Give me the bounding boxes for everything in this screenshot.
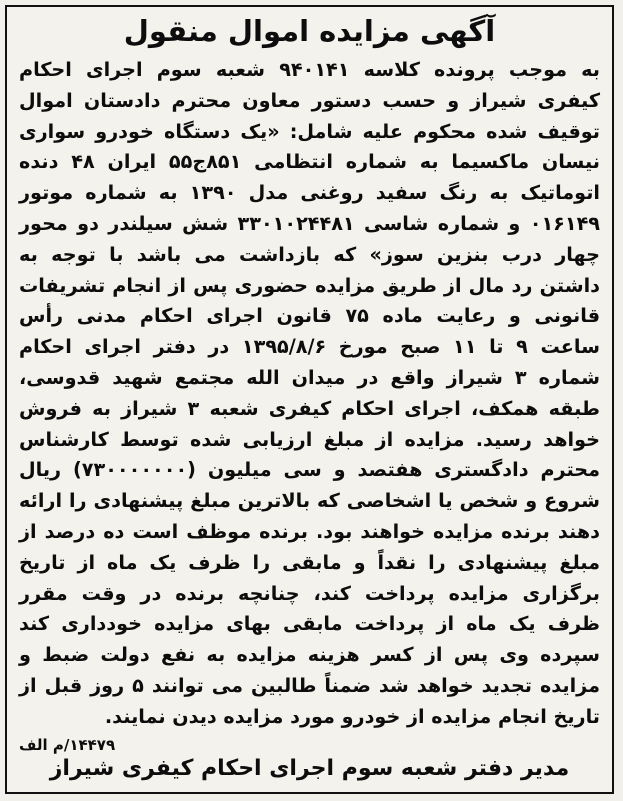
- signature-line: مدیر دفتر شعبه سوم اجرای احکام کیفری شیراز: [49, 756, 570, 781]
- notice-body: [19, 55, 600, 733]
- reference-number: ۱۴۴۷۹/م الف: [19, 735, 116, 754]
- auction-notice: [5, 5, 614, 794]
- notice-body-text: به موجب پرونده کلاسه ۹۴۰۱۴۱ شعبه سوم اجرای احکام کیفری شیراز و حسب دستور معاون محترم دادستان اموال توقیف شده محکوم علیه شامل: «یک دستگاه خودرو سواری نیسان ماکسیما به شماره انتظامی ۸۵۱ج۵۵ ایران ۴۸ دنده اتوماتیک به رنگ سفید روغنی مدل ۱۳۹۰ به شماره موتور ۰۱۶۱۴۹ و شماره شاسی ۳۳۰۱۰۲۴۴۸۱ شش سیلندر دو محور چهار درب بنزین سوز» که بازداشت می باشد با توجه به داشتن رد مال از طریق مزایده حضوری پس از انجام تشریفات قانونی و رعایت ماده ۷۵ قانون اجرای احکام مدنی رأس ساعت ۹ تا ۱۱ صبح مورخ ۱۳۹۵/۸/۶ در دفتر اجرای احکام شماره ۳ شیراز واقع در میدان الله مجتمع شهید قدوسی، طبقه همکف، اجرای احکام کیفری شعبه ۳ شیراز به فروش خواهد رسید. مزایده از مبلغ ارزیابی شده توسط کارشناس محترم دادگستری هفتصد و سی میلیون (۷۳۰۰۰۰۰۰۰) ریال شروع و شخص یا اشخاصی که بالاترین مبلغ پیشنهادی را ارائه دهند برنده مزایده خواهند بود. برنده موظف است ده درصد از مبلغ پیشنهادی را نقداً و مابقی را ظرف یک ماه از تاریخ برگزاری مزایده پرداخت کند، چنانچه برنده در وقت مقرر ظرف یک ماه از پرداخت مابقی بهای مزایده خودداری کند سپرده وی پس از کسر هزینه مزایده به نفع دولت ضبط و مزایده تجدید خواهد شد ضمناً طالبین می توانند ۵ روز قبل از تاریخ انجام مزایده از خودرو مورد مزایده دیدن نمایند.: [19, 58, 601, 728]
- notice-title: آگهی مزایده اموال منقول: [123, 14, 496, 48]
